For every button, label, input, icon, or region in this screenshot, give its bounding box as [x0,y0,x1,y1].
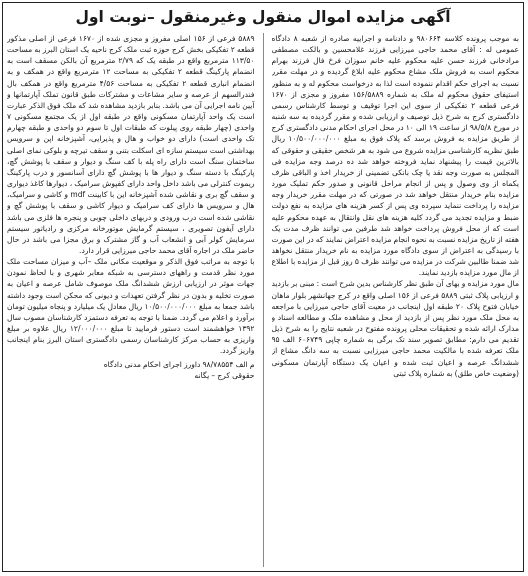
signature-line: م الف ۹۸/۷۸۵۵۴ داورز اجرای احکام مدنی دادگاه [103,359,255,369]
signature-organization: حقوقی کرج – یگانه [194,370,255,380]
legal-notice [2,2,524,572]
paragraph-auction-terms: به موجب پرونده کلاسه ۹۸۰۶۶۴ و دادنامه و اجراییه صادره از شعبه ۸ دادگاه عمومی له : آقای محمد حاجی میرزایی فرزند غلامحسین و بالکت مصطفی مرادخانی فرزند حسن علیه محکوم علیه خانم سوزان فرخ فال فرزند بهرام محکوم است به فروش ملک مشاع محکوم علیه ابلاغ گردیده و در مهلت مقرر نسبت به اجرای حکم اقدام ننموده است لذا به درخواست محکوم له و به منظور استیفای حقوق محکوم له ملک به شماره ۱۵۶/۵۸۸۹ مفروز و مجزی از ۱۶۷۰ فرعی قطعه ۲ تفکیکی از سوی این اجرا توقیف و توسط کارشناس رسمی دادگستری کرج به شرح ذیل توصیف و ارزیابی شده و مقرر گردیده به سه شنبه در مورخ ۹۸/۵/۸ از ساعت ۱۹ الی ۱۰ در محل اجرای احکام مدنی دادگستری کرج از طریق مزایده به فروش برسد که پلاک فوق به مبلغ ۱۰/۵۰۰/۰۰۰/۰۰۰ ریال طبق نظریه کارشناسی مزایده شروع می شود به هر شخص حقیقی و حقوقی که بالاترین قیمت را پیشنهاد نماید فروخته خواهد شد ده درصد وجه مزایده فی المجلس به صورت وجه نقد یا چک بانکی تضمینی از خریدار اخذ و الباقی ظرف یکماه از وی وصول و پس از انجام مراحل قانونی و صدور حکم تملیک مورد مزایده بنام خریدار منتقل خواهد شد در صورتی که در مهلت مقرر خریدار وجه مزایده را پرداخت ننماید سپرده وی پس از کسر هزینه های مزایده به نفع دولت ضبط و مزایده تجدید می گردد کلیه هزینه های نقل وانتقال به عهده محکوم علیه است که از محل فروش پرداخت خواهد شد طرفین می توانند ظرف مدت یک هفته از تاریخ مزایده نسبت به نحوه انجام مزایده اعتراض نمایند که در این صورت با رسیدگی به اعتراض از سوی دادگاه مورد مزایده به نام خریدار منتقل نخواهد شد ضمنا طالبین شرکت در مزایده می توانند ظرف ۵ روز قبل از مزایده با اطلاع از مال مورد مزایده بازدید نمایند. [271,34,519,278]
left-column [7,33,255,567]
paragraph-apartment-details: ۵۸۸۹ فرعی از ۱۵۶ اصلی مفروز و مجزی شده از ۱۶۷۰ فرعی از اصلی مذکور قطعه ۲ تفکیکی بخش کرج حوزه ثبت ملک کرج ناحیه یک استان البرز به مساحت ۱۱۳/۵۰ مترمربع واقع در طبقه یک که ۲/۷۹ مترمربع آن بالکن مسقف است به انضمام پارکینگ قطعه ۲ تفکیکی به مساحت ۱۲ مترمربع واقع در همکف و به انضمام انباری قطعه ۲ تفکیکی به مساحت ۴/۵۶ مترمربع واقع در همکف بال فندرالسهم از عرصه و سایر مشاعات و مشترکات طبق قانون تملک آپارتمانها و آیین نامه اجرایی آن می باشد. بنابر بازدید مشاهده شد که ملک فوق الذکر عبارت است یک واحد آپارتمان مسکونی واقع در طبقه اول از یک مجتمع مسکونی ۷ واحدی (چهار طبقه روی پیلوت که طبقات اول تا سوم دو واحدی و طبقه چهارم تک واحدی است) دارای دو خواب و هال و پذیرایی، آشپزخانه اپن و سرویس بهداشتی است سیستم سازه ای اسکلت بتنی و سقف تیرچه و بلوکی نمای اصلی ساختمان سنگ است دارای راه پله با کف سنگ و دیوار و سقف با پوشش گچ، پارکینگ با دسته سنگ و دیوار ها با پوشش گچ دارای آسانسور و درب پارکینگ ریموت کنترلی می باشد داخل واحد دارای کفپوش سرامیک ، دیوارها کاغذ دیواری و سقف گچ بری و نقاشی شده آشپزخانه این با کابینت mdf و کاشی و سرامیک، هال و سرویس ها دارای کف سرامیک و دیوار کاشی و سقف با پوشش گچ و نقاشی شده است درب ورودی و دربهای داخلی چوبی و پنجره ها فلزی می باشد دارای آیفون تصویری ، سیستم گرمایش موتورخانه مرکزی و رادیاتور سیستم سرمایش کولر آبی و انشعاب آب و گاز مشترک و برق مجزا می باشد در حال حاضر ملک در اجاره آقای محمد حاجی میرزایی قرار دارد. [7,34,255,255]
paragraph-property-description: مال مورد مزایده و بهای آن طبق نظر کارشناس بدین شرح است : مبنی بر بازدید و ارزیابی پلاک ثبتی ۵۸۸۹ فرعی از ۱۵۶ اصلی واقع در کرج جهانشهر بلوار ماهان خیابان فتوح پلاک ۲۰ طبقه اول اینجانب در معیت آقای حاجی میرزایی با مراجعه به محل ملک مورد نظر پس از بازدید از محل و مشاهده ملک و مطالعه اسناد و مدارک ارائه شده و تحقیقات محلی پرونده مفتوح در شعبه نتایج را به شرح ذیل تقدیم می دارم: مطابق تصویر سند تک برگی به شماره چاپی ۶۰۶۷۴۹ الف ۹۵ ملک تعرفه شده با مالکیت محمد حاجی میرزایی نسبت به سه دانگ مشاع از ششدانگ عرصه و اعیان ثبت شده و اعیان یک دستگاه آپارتمان مسکونی (وضعیت خاص طلق) به شماره پلاک ثبتی [271,279,519,378]
right-column [272,33,520,567]
column-divider [263,33,264,567]
paragraph-valuation: با توجه به مراتب فوق الذکر و موقعیت مکانی ملک –آب و میزان مساحت ملک مورد نظر قدمت و راههای دسترسی به شبکه معابر شهری و با لحاظ نمودن جهات موثر در ارزیابی ارزش ششدانگ ملک موصوف شامل عرصه و اعیان به صورت تخلیه و بدون در نظر گرفتن تعهدات و دیونی که محکن است وجود داشته باشد جمعا به مبلغ ۱۰/۵۰۰/۰۰۰/۰۰۰ ریال معادل یک میلیارد و پنجاه میلیون تومان برآورد و اعلام می گردد. ضمنا با توجه به تعرفه دستمزد کارشناسان مصوب سال ۱۳۹۲ خواهشمند است دستور فرمایید تا مبلغ ۱۲/۰۰۰/۰۰۰ ریال علاوه بر مبلغ واریزی به حساب مرکز کارشناسان رسمی دادگستری استان البرز بنام اینجانب واریز گردد. [7,257,255,356]
notice-title: آگهی مزایده اموال منقول وغیرمنقول –نوبت اول [75,8,451,26]
notice-columns [7,33,519,567]
